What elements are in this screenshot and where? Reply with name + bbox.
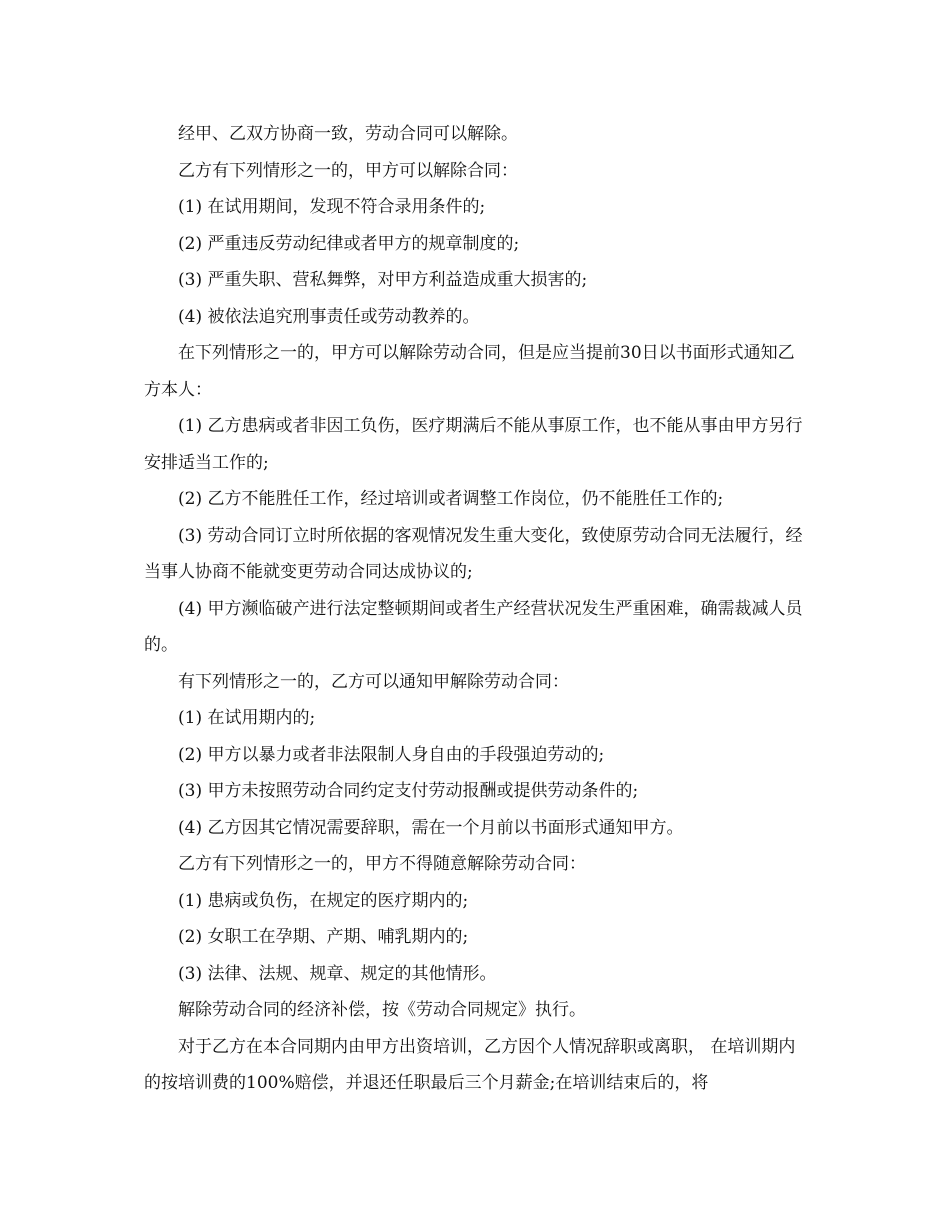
paragraph: (1) 在试用期内的; (178, 708, 316, 728)
paragraph: (2) 女职工在孕期、产期、哺乳期内的; (178, 927, 469, 947)
paragraph: (1) 乙方患病或者非因工负伤，医疗期满后不能从事原工作，也不能从事由甲方另行安排适当工作的; (144, 416, 803, 473)
paragraph: (3) 甲方未按照劳动合同约定支付劳动报酬或提供劳动条件的; (178, 781, 639, 801)
paragraph: (2) 甲方以暴力或者非法限制人身自由的手段强迫劳动的; (178, 744, 605, 765)
paragraph: 乙方有下列情形之一的，甲方不得随意解除劳动合同： (178, 854, 586, 874)
paragraph: 在下列情形之一的，甲方可以解除劳动合同，但是应当提前30日以书面形式通知乙方本人： (144, 343, 795, 400)
paragraph: (3) 严重失职、营私舞弊，对甲方利益造成重大损害的; (178, 270, 588, 290)
paragraph: (1) 患病或负伤，在规定的医疗期内的; (178, 890, 469, 911)
paragraph: (3) 劳动合同订立时所依据的客观情况发生重大变化，致使原劳动合同无法履行，经当事人协商不能就变更劳动合同达成协议的; (144, 525, 803, 582)
paragraph: (2) 乙方不能胜任工作，经过培训或者调整工作岗位，仍不能胜任工作的; (178, 489, 724, 509)
paragraph: (2) 严重违反劳动纪律或者甲方的规章制度的; (178, 233, 520, 254)
paragraph: 解除劳动合同的经济补偿，按《劳动合同规定》执行。 (178, 1000, 586, 1020)
paragraph: 对于乙方在本合同期内由甲方出资培训，乙方因个人情况辞职或离职， 在培训期内的按培训费的100%赔偿，并退还任职最后三个月薪金;在培训结束后的，将 (144, 1036, 796, 1093)
paragraph: (3) 法律、法规、规章、规定的其他情形。 (178, 963, 497, 984)
paragraph: (4) 乙方因其它情况需要辞职，需在一个月前以书面形式通知甲方。 (178, 817, 684, 838)
document-body (144, 116, 810, 1102)
paragraph: 有下列情形之一的，乙方可以通知甲解除劳动合同： (178, 671, 569, 692)
paragraph: 乙方有下列情形之一的，甲方可以解除合同： (178, 160, 518, 181)
paragraph: 经甲、乙双方协商一致，劳动合同可以解除。 (178, 124, 518, 144)
paragraph: (1) 在试用期间，发现不符合录用条件的; (178, 197, 486, 217)
paragraph: (4) 被依法追究刑事责任或劳动教养的。 (178, 306, 480, 327)
paragraph: (4) 甲方濒临破产进行法定整顿期间或者生产经营状况发生严重困难，确需裁减人员的。 (144, 598, 803, 655)
